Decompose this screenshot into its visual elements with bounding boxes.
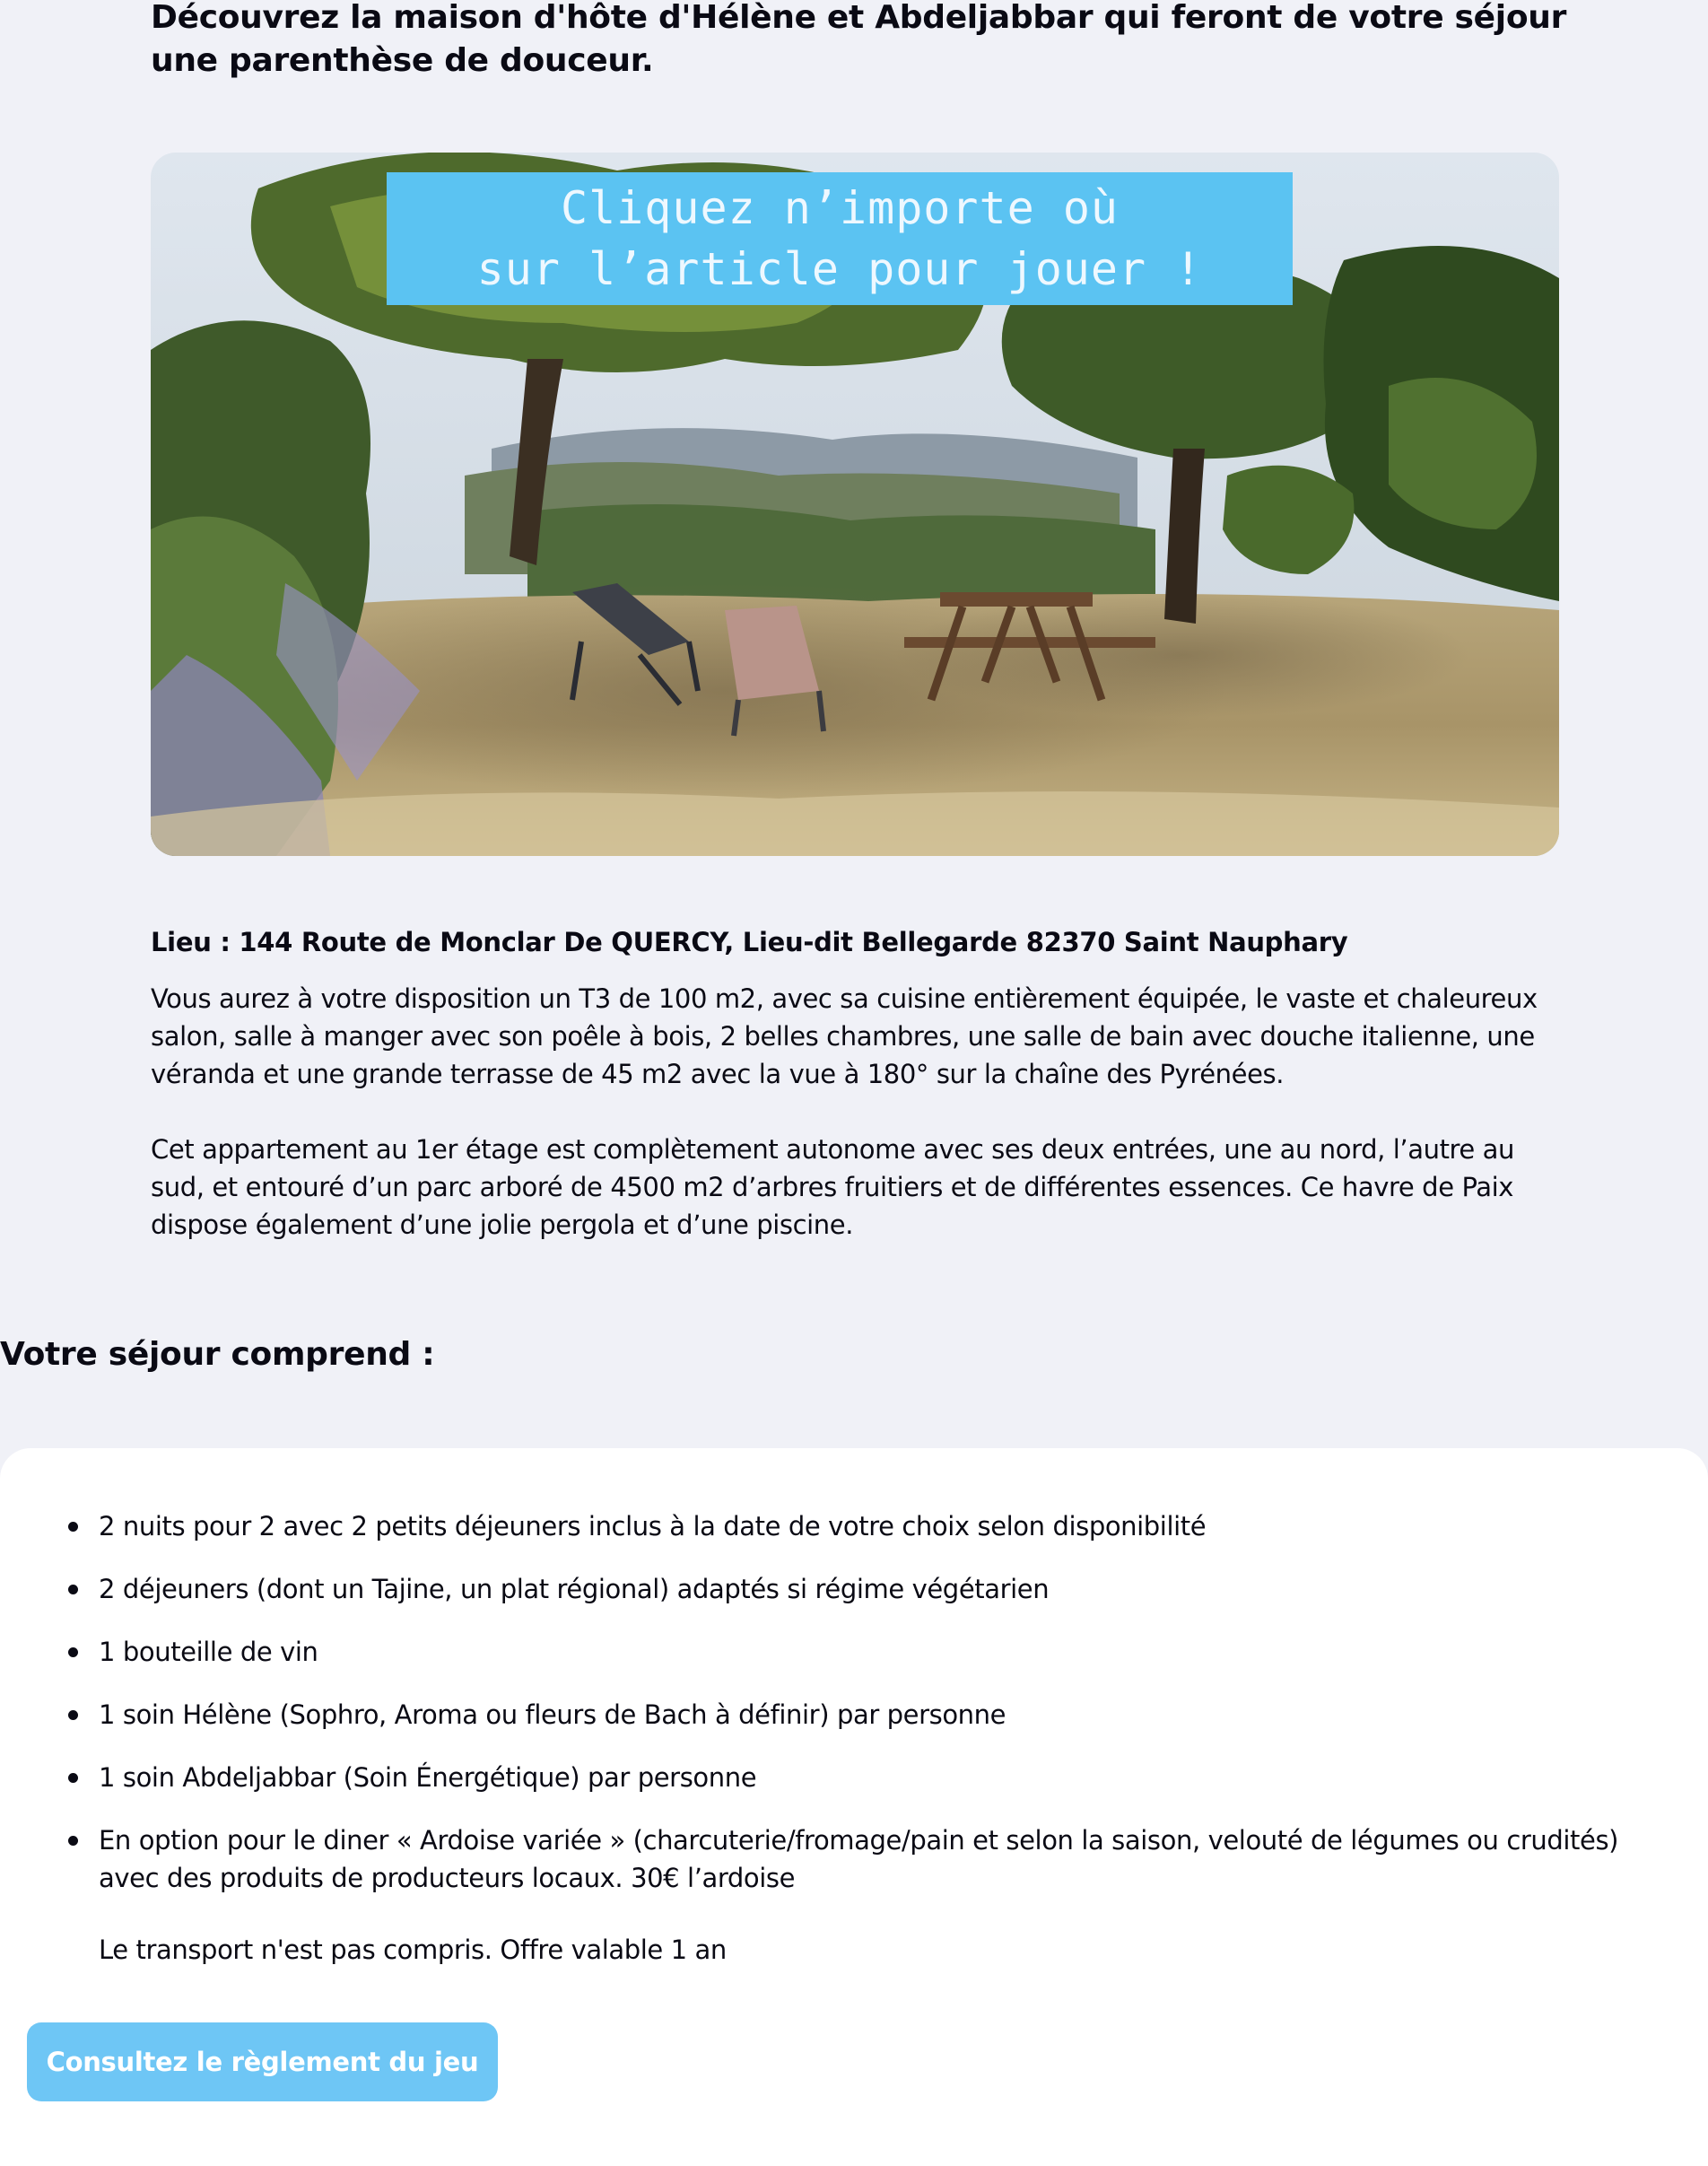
location-address: Lieu : 144 Route de Monclar De QUERCY, Lieu-dit Bellegarde 82370 Saint Nauphary <box>151 927 1348 957</box>
stay-includes-title: Votre séjour comprend : <box>0 1336 435 1373</box>
stay-includes-card <box>0 1448 1708 2166</box>
bullet-icon <box>68 1836 78 1846</box>
bullet-icon <box>68 1710 78 1720</box>
intro-heading: Découvrez la maison d'hôte d'Hélène et Abdeljabbar qui feront de votre séjour une parenthèse de douceur. <box>151 0 1567 79</box>
transport-note: Le transport n'est pas compris. Offre valable 1 an <box>99 1935 727 1965</box>
list-item <box>0 1696 1660 1734</box>
play-banner[interactable] <box>387 172 1293 305</box>
list-item <box>0 1633 1660 1671</box>
game-rules-button[interactable]: Consultez le règlement du jeu <box>27 2022 498 2101</box>
play-banner-line-1: Cliquez n’importe où <box>560 182 1120 234</box>
hero-image-play-area[interactable] <box>151 153 1559 856</box>
list-item <box>0 1759 1660 1796</box>
list-item <box>0 1821 1660 1897</box>
description-paragraph-1: Vous aurez à votre disposition un T3 de 100 m2, avec sa cuisine entièrement équipée, le vaste et chaleureux salon, salle à manger avec son poêle à bois, 2 belles chambres, une salle de bain avec douche italienne, une véranda et une grande terrasse de 45 m2 avec la vue à 180° sur la chaîne des Pyrénées. <box>151 983 1538 1089</box>
bullet-icon <box>68 1647 78 1657</box>
list-item-text: 1 soin Hélène (Sophro, Aroma ou fleurs de Bach à définir) par personne <box>99 1699 1006 1730</box>
play-banner-line-2: sur l’article pour jouer ! <box>476 243 1203 295</box>
list-item-text: 1 bouteille de vin <box>99 1637 318 1667</box>
description-paragraph-2: Cet appartement au 1er étage est complètement autonome avec ses deux entrées, une au nord, l’autre au sud, et entouré d’un parc arboré de 4500 m2 d’arbres fruitiers et de différentes essences. Ce havre de Paix dispose également d’une jolie pergola et d’une piscine. <box>151 1134 1515 1240</box>
list-item-text: 2 nuits pour 2 avec 2 petits déjeuners inclus à la date de votre choix selon disponibilité <box>99 1511 1207 1542</box>
stay-includes-list <box>0 1507 1669 1922</box>
list-item-text: En option pour le diner « Ardoise variée » (charcuterie/fromage/pain et selon la saison, velouté de légumes ou crudités) avec des produits de producteurs locaux. 30€ l’ardoise <box>99 1825 1619 1893</box>
list-item <box>0 1570 1660 1608</box>
list-item <box>0 1507 1660 1545</box>
list-item-text: 2 déjeuners (dont un Tajine, un plat régional) adaptés si régime végétarien <box>99 1574 1050 1604</box>
list-item-text: 1 soin Abdeljabbar (Soin Énergétique) par personne <box>99 1762 757 1793</box>
bullet-icon <box>68 1773 78 1783</box>
bullet-icon <box>68 1522 78 1532</box>
bullet-icon <box>68 1585 78 1594</box>
